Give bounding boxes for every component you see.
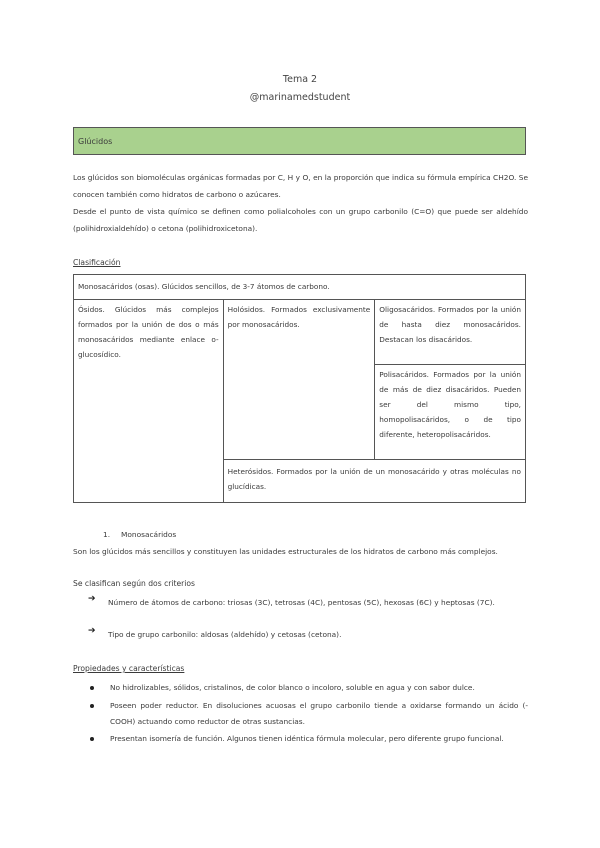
cell-osidos: Ósidos. Glúcidos más complejos formados por la unión de dos o más monosacáridos mediante enlace o-glucosídico.	[74, 300, 224, 503]
cell-monosacaridos: Monosacáridos (osas). Glúcidos sencillos, de 3-7 átomos de carbono.	[74, 275, 526, 300]
arrow-icon: ➔	[88, 594, 96, 604]
criteria-item-1: Número de átomos de carbono: triosas (3C), tetrosas (4C), pentosas (5C), hexosas (6C) y heptosas (7C).	[108, 598, 495, 607]
intro-paragraph-2: Desde el punto de vista químico se definen como polialcoholes con un grupo carbonilo (C=O) que puede ser aldehído (polihidroxialdehído) o cetona (polihidroxicetona).	[73, 207, 528, 233]
section-title: Glúcidos	[78, 137, 113, 146]
properties-heading: Propiedades y características	[73, 664, 185, 673]
criteria-intro: Se clasifican según dos criterios	[73, 579, 195, 588]
classification-heading: Clasificación	[73, 258, 121, 267]
section-title-bar	[73, 127, 526, 155]
cell-oligosacaridos: Oligosacáridos. Formados por la unión de hasta diez monosacáridos. Destacan los disacáridos.	[375, 300, 526, 365]
arrow-icon: ➔	[88, 626, 96, 636]
cell-polisacaridos: Polisacáridos. Formados por la unión de más de diez disacáridos. Pueden ser del mismo tipo, homopolisacáridos, o de tipo diferente, heteropolisacáridos.	[375, 365, 526, 460]
property-item-3: Presentan isomería de función. Algunos tienen idéntica fórmula molecular, pero diferente grupo funcional.	[110, 734, 504, 743]
cell-holosidos: Holósidos. Formados exclusivamente por monosacáridos.	[223, 300, 375, 460]
criteria-item-2: Tipo de grupo carbonilo: aldosas (aldehído) y cetosas (cetona).	[108, 630, 342, 639]
mono-title: Monosacáridos	[121, 530, 177, 539]
intro-paragraph-1: Los glúcidos son biomoléculas orgánicas formadas por C, H y O, en la proporción que indica su fórmula empírica CH2O. Se conocen también como hidratos de carbono o azúcares.	[73, 173, 528, 199]
bullet-icon	[90, 737, 94, 741]
property-item-2: Poseen poder reductor. En disoluciones acuosas el grupo carbonilo tiende a oxidarse formando un ácido (-COOH) actuando como reductor de otras sustancias.	[110, 701, 528, 726]
mono-number: 1.	[103, 530, 111, 539]
classification-table	[73, 274, 526, 503]
mono-description: Son los glúcidos más sencillos y constituyen las unidades estructurales de los hidratos de carbono más complejos.	[73, 547, 498, 556]
property-item-1: No hidrolizables, sólidos, cristalinos, de color blanco o incoloro, soluble en agua y con sabor dulce.	[110, 683, 475, 692]
cell-heterosidos: Heterósidos. Formados por la unión de un monosacárido y otras moléculas no glucídicas.	[223, 460, 525, 503]
doc-subtitle: @marinamedstudent	[249, 92, 351, 103]
bullet-icon	[90, 704, 94, 708]
bullet-icon	[90, 686, 94, 690]
doc-title: Tema 2	[282, 74, 318, 85]
